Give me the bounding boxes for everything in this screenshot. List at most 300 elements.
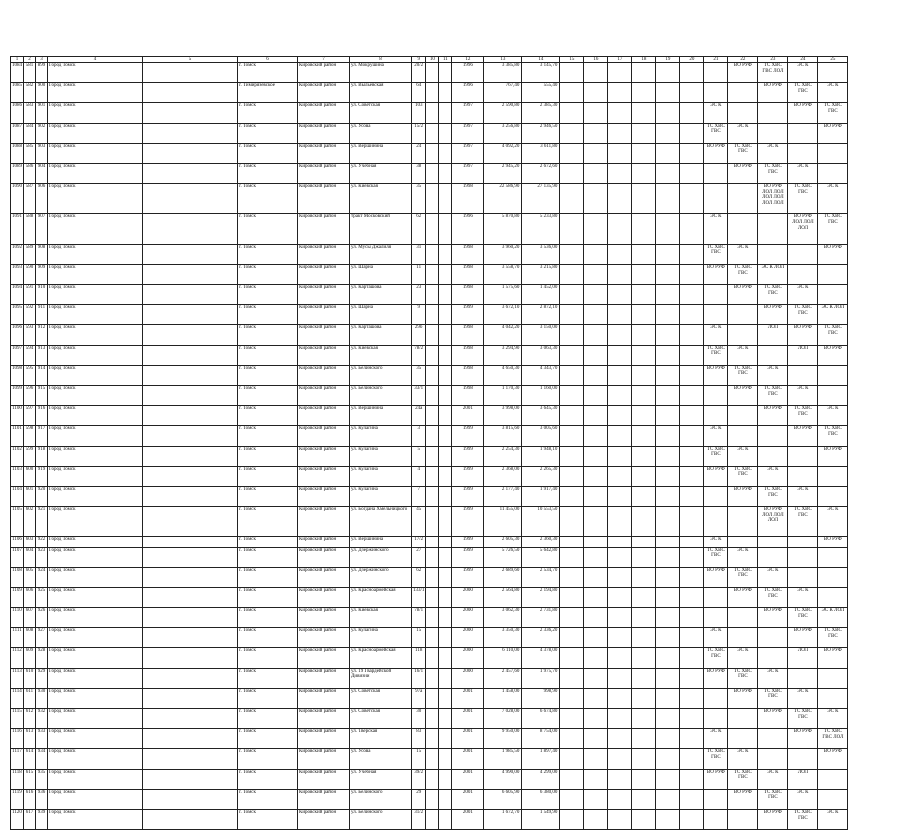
- list-number-cell: 604: [24, 547, 36, 567]
- empty-cell: [632, 426, 656, 446]
- street-cell: ул. Советская: [350, 688, 412, 708]
- table-row: [11, 123, 848, 143]
- works-cell: ТС ХВС ГВС: [788, 809, 818, 829]
- works-cell: [728, 809, 758, 829]
- empty-cell: [143, 83, 238, 103]
- empty-cell: [439, 466, 452, 486]
- empty-cell: [143, 547, 238, 567]
- empty-cell: [656, 386, 680, 406]
- works-cell: [704, 587, 728, 607]
- table-row: [11, 668, 848, 688]
- works-cell: [818, 547, 848, 567]
- empty-cell: [680, 537, 704, 547]
- works-cell: ТС ХВС ГВС: [728, 264, 758, 284]
- municipality-cell: Город Томск: [48, 688, 143, 708]
- row-number-cell: 1115: [11, 709, 24, 729]
- municipality-cell: Город Томск: [48, 769, 143, 789]
- house-number-cell: 31/2: [412, 809, 426, 829]
- year-cell: 2000: [452, 587, 484, 607]
- empty-cell: [560, 123, 584, 143]
- column-number-cell: 11: [439, 57, 452, 63]
- empty-cell: [143, 63, 238, 83]
- house-number-cell: 9: [412, 305, 426, 325]
- street-cell: ул. Белинского: [350, 789, 412, 809]
- year-cell: 1996: [452, 83, 484, 103]
- empty-cell: [680, 446, 704, 466]
- table-row: [11, 688, 848, 708]
- empty-cell: [632, 749, 656, 769]
- works-cell: ЭС К: [788, 587, 818, 607]
- list-number-cell: 582: [24, 83, 36, 103]
- house-number-cell: 133/1: [412, 587, 426, 607]
- row-number-cell: 1087: [11, 123, 24, 143]
- works-cell: ЭС К: [728, 749, 758, 769]
- works-cell: [704, 789, 728, 809]
- empty-cell: [439, 143, 452, 163]
- empty-cell: [439, 809, 452, 829]
- living-area-cell: 6 674,80: [522, 709, 560, 729]
- works-cell: ТС ХВС ГВС: [788, 305, 818, 325]
- table-row: [11, 547, 848, 567]
- year-cell: 1997: [452, 163, 484, 183]
- empty-cell: [584, 63, 608, 83]
- empty-cell: [608, 285, 632, 305]
- district-cell: Кировский район: [298, 608, 350, 628]
- municipality-cell: Город Томск: [48, 567, 143, 587]
- year-cell: 1999: [452, 486, 484, 506]
- empty-cell: [584, 587, 608, 607]
- living-area-cell: 3 063,30: [522, 345, 560, 365]
- year-cell: 1996: [452, 63, 484, 83]
- row-number-cell: 1114: [11, 688, 24, 708]
- list-number-cell: 591: [24, 285, 36, 305]
- row-number-cell: 1105: [11, 507, 24, 537]
- table-row: [11, 567, 848, 587]
- house-number-cell: 35: [412, 184, 426, 214]
- municipality-cell: Город Томск: [48, 264, 143, 284]
- empty-cell: [632, 507, 656, 537]
- year-cell: 1999: [452, 507, 484, 537]
- locality-cell: г. Томск: [238, 305, 298, 325]
- district-cell: Кировский район: [298, 386, 350, 406]
- empty-cell: [560, 769, 584, 789]
- municipality-cell: Город Томск: [48, 729, 143, 749]
- works-cell: ЭС К: [788, 285, 818, 305]
- locality-cell: г. Томск: [238, 123, 298, 143]
- works-cell: [704, 608, 728, 628]
- empty-cell: [426, 567, 439, 587]
- object-id-cell: 909: [36, 264, 48, 284]
- empty-cell: [143, 143, 238, 163]
- row-number-cell: 1107: [11, 547, 24, 567]
- street-cell: ул. Шарна: [350, 305, 412, 325]
- empty-cell: [608, 305, 632, 325]
- column-number-cell: 8: [350, 57, 412, 63]
- year-cell: 1997: [452, 143, 484, 163]
- empty-cell: [426, 769, 439, 789]
- empty-cell: [439, 749, 452, 769]
- municipality-cell: Город Томск: [48, 386, 143, 406]
- empty-cell: [439, 547, 452, 567]
- empty-cell: [560, 537, 584, 547]
- living-area-cell: 2 872,10: [522, 305, 560, 325]
- works-cell: ВО РУФ ЛОЛ ЛОЛ ЛОЛ: [758, 507, 788, 537]
- empty-cell: [632, 809, 656, 829]
- object-id-cell: 908: [36, 244, 48, 264]
- table-row: [11, 809, 848, 829]
- empty-cell: [632, 466, 656, 486]
- works-cell: [788, 143, 818, 163]
- works-cell: ТС ХВС ГВС: [704, 547, 728, 567]
- works-cell: [758, 749, 788, 769]
- total-area-cell: 3 062,30: [484, 608, 522, 628]
- row-number-cell: 1119: [11, 789, 24, 809]
- municipality-cell: Город Томск: [48, 648, 143, 668]
- empty-cell: [584, 426, 608, 446]
- object-id-cell: 934: [36, 749, 48, 769]
- empty-cell: [426, 325, 439, 345]
- column-number-cell: 7: [298, 57, 350, 63]
- works-cell: [788, 537, 818, 547]
- street-cell: ул. Усова: [350, 749, 412, 769]
- empty-cell: [439, 709, 452, 729]
- column-number-cell: 12: [452, 57, 484, 63]
- street-cell: ул. Усова: [350, 123, 412, 143]
- empty-cell: [680, 486, 704, 506]
- year-cell: 1998: [452, 184, 484, 214]
- works-cell: ТС ХВС ГВС: [788, 406, 818, 426]
- empty-cell: [560, 628, 584, 648]
- empty-cell: [632, 628, 656, 648]
- works-cell: ТС ХВС ГВС: [758, 688, 788, 708]
- empty-cell: [143, 426, 238, 446]
- empty-cell: [426, 688, 439, 708]
- municipality-cell: Город Томск: [48, 103, 143, 123]
- district-cell: Кировский район: [298, 466, 350, 486]
- empty-cell: [426, 244, 439, 264]
- works-cell: [758, 123, 788, 143]
- works-cell: [704, 285, 728, 305]
- empty-cell: [608, 184, 632, 214]
- empty-cell: [426, 426, 439, 446]
- empty-cell: [560, 809, 584, 829]
- living-area-cell: 3 645,30: [522, 406, 560, 426]
- house-number-cell: 103: [412, 103, 426, 123]
- locality-cell: г. Томск: [238, 184, 298, 214]
- list-number-cell: 590: [24, 264, 36, 284]
- works-cell: [818, 264, 848, 284]
- empty-cell: [608, 628, 632, 648]
- locality-cell: г. Томск: [238, 749, 298, 769]
- empty-cell: [584, 103, 608, 123]
- street-cell: ул. Красноармейская: [350, 587, 412, 607]
- object-id-cell: 911: [36, 305, 48, 325]
- works-cell: ТС ХВС ГВС: [704, 244, 728, 264]
- row-number-cell: 1117: [11, 749, 24, 769]
- empty-cell: [426, 608, 439, 628]
- empty-cell: [608, 709, 632, 729]
- house-number-cell: 29: [412, 789, 426, 809]
- empty-cell: [143, 648, 238, 668]
- works-cell: ЭС К: [788, 163, 818, 183]
- works-cell: [758, 426, 788, 446]
- works-cell: [728, 426, 758, 446]
- table-row: [11, 466, 848, 486]
- house-number-cell: 27: [412, 547, 426, 567]
- register-sheet: [10, 56, 848, 830]
- empty-cell: [584, 668, 608, 688]
- object-id-cell: 916: [36, 406, 48, 426]
- works-cell: ТС ХВС ГВС: [788, 507, 818, 537]
- municipality-cell: Город Томск: [48, 214, 143, 244]
- living-area-cell: 3 536,00: [522, 244, 560, 264]
- district-cell: Кировский район: [298, 426, 350, 446]
- empty-cell: [143, 587, 238, 607]
- empty-cell: [143, 608, 238, 628]
- locality-cell: г. Томск: [238, 143, 298, 163]
- total-area-cell: 2 945,20: [484, 163, 522, 183]
- column-number-cell: 22: [728, 57, 758, 63]
- empty-cell: [143, 809, 238, 829]
- empty-cell: [584, 123, 608, 143]
- empty-cell: [143, 466, 238, 486]
- works-cell: [818, 486, 848, 506]
- street-cell: ул. Вершинина: [350, 537, 412, 547]
- empty-cell: [426, 123, 439, 143]
- table-row: [11, 305, 848, 325]
- empty-cell: [584, 507, 608, 537]
- empty-cell: [426, 163, 439, 183]
- works-cell: ТС ХВС ГВС ЛОЛ: [818, 729, 848, 749]
- works-cell: [728, 537, 758, 547]
- object-id-cell: 918: [36, 446, 48, 466]
- list-number-cell: 612: [24, 709, 36, 729]
- empty-cell: [584, 163, 608, 183]
- object-id-cell: 926: [36, 608, 48, 628]
- district-cell: Кировский район: [298, 123, 350, 143]
- empty-cell: [426, 285, 439, 305]
- row-number-cell: 1086: [11, 103, 24, 123]
- empty-cell: [632, 547, 656, 567]
- empty-cell: [680, 567, 704, 587]
- empty-cell: [632, 184, 656, 214]
- empty-cell: [632, 244, 656, 264]
- row-number-cell: 1093: [11, 264, 24, 284]
- row-number-cell: 1116: [11, 729, 24, 749]
- locality-cell: г. Томск: [238, 163, 298, 183]
- table-row: [11, 789, 848, 809]
- house-number-cell: 62: [412, 214, 426, 244]
- empty-cell: [608, 729, 632, 749]
- locality-cell: г. Томск: [238, 103, 298, 123]
- empty-cell: [608, 486, 632, 506]
- row-number-cell: 1104: [11, 486, 24, 506]
- column-number-cell: 15: [560, 57, 584, 63]
- district-cell: Кировский район: [298, 446, 350, 466]
- table-row: [11, 244, 848, 264]
- empty-cell: [632, 83, 656, 103]
- works-cell: [788, 466, 818, 486]
- empty-cell: [426, 537, 439, 547]
- empty-cell: [584, 769, 608, 789]
- column-number-cell: 3: [36, 57, 48, 63]
- house-number-cell: 29б: [412, 325, 426, 345]
- empty-cell: [680, 406, 704, 426]
- empty-cell: [632, 143, 656, 163]
- works-cell: ВО РУФ: [788, 426, 818, 446]
- empty-cell: [680, 769, 704, 789]
- empty-cell: [560, 103, 584, 123]
- empty-cell: [143, 305, 238, 325]
- empty-cell: [632, 123, 656, 143]
- empty-cell: [584, 648, 608, 668]
- street-cell: ул. Киевская: [350, 184, 412, 214]
- empty-cell: [560, 143, 584, 163]
- year-cell: 1998: [452, 345, 484, 365]
- works-cell: [818, 163, 848, 183]
- empty-cell: [439, 345, 452, 365]
- locality-cell: г. Томск: [238, 668, 298, 688]
- district-cell: Кировский район: [298, 406, 350, 426]
- living-area-cell: 2 672,60: [522, 163, 560, 183]
- district-cell: Кировский район: [298, 688, 350, 708]
- empty-cell: [560, 709, 584, 729]
- list-number-cell: 584: [24, 123, 36, 143]
- register-table: [10, 56, 848, 830]
- works-cell: [818, 143, 848, 163]
- locality-cell: г. Томск: [238, 547, 298, 567]
- living-area-cell: 1 549,90: [522, 809, 560, 829]
- works-cell: ВО РУФ: [728, 285, 758, 305]
- street-cell: ул. Кулагина: [350, 486, 412, 506]
- empty-cell: [584, 709, 608, 729]
- works-cell: ЭС К: [728, 648, 758, 668]
- table-row: [11, 103, 848, 123]
- empty-cell: [426, 547, 439, 567]
- list-number-cell: 597: [24, 406, 36, 426]
- table-row: [11, 406, 848, 426]
- district-cell: Кировский район: [298, 709, 350, 729]
- works-cell: ЭС К: [704, 103, 728, 123]
- works-cell: ВО РУФ: [704, 567, 728, 587]
- works-cell: ЭС К ЛОЛ: [818, 608, 848, 628]
- empty-cell: [608, 466, 632, 486]
- empty-cell: [439, 163, 452, 183]
- year-cell: 1999: [452, 446, 484, 466]
- empty-cell: [143, 729, 238, 749]
- living-area-cell: 555,40: [522, 83, 560, 103]
- street-cell: ул. 19 Гвардейской Дивизии: [350, 668, 412, 688]
- works-cell: ТС ХВС ГВС: [758, 285, 788, 305]
- works-cell: [788, 749, 818, 769]
- street-cell: ул. Белинского: [350, 365, 412, 385]
- municipality-cell: Город Томск: [48, 184, 143, 214]
- empty-cell: [143, 486, 238, 506]
- municipality-cell: Город Томск: [48, 123, 143, 143]
- object-id-cell: 921: [36, 507, 48, 537]
- works-cell: ВО РУФ: [758, 709, 788, 729]
- total-area-cell: 3 998,00: [484, 406, 522, 426]
- empty-cell: [143, 244, 238, 264]
- works-cell: ЛОЛ: [788, 345, 818, 365]
- row-number-cell: 1085: [11, 83, 24, 103]
- locality-cell: г. Томск: [238, 537, 298, 547]
- object-id-cell: 933: [36, 729, 48, 749]
- empty-cell: [608, 507, 632, 537]
- district-cell: Кировский район: [298, 244, 350, 264]
- total-area-cell: 3 350,30: [484, 628, 522, 648]
- municipality-cell: Город Томск: [48, 789, 143, 809]
- column-number-cell: 21: [704, 57, 728, 63]
- street-cell: ул. Вершинина: [350, 143, 412, 163]
- works-cell: ВО РУФ: [728, 63, 758, 83]
- empty-cell: [656, 446, 680, 466]
- object-id-cell: 912: [36, 325, 48, 345]
- empty-cell: [584, 143, 608, 163]
- empty-cell: [608, 406, 632, 426]
- object-id-cell: 922: [36, 537, 48, 547]
- empty-cell: [656, 264, 680, 284]
- works-cell: [758, 446, 788, 466]
- empty-cell: [143, 214, 238, 244]
- empty-cell: [143, 567, 238, 587]
- works-cell: ВО РУФ: [788, 103, 818, 123]
- total-area-cell: 6 110,00: [484, 648, 522, 668]
- works-cell: ЭС К: [818, 507, 848, 537]
- empty-cell: [426, 668, 439, 688]
- empty-cell: [584, 386, 608, 406]
- column-number-cell: 2: [24, 57, 36, 63]
- locality-cell: г. Томск: [238, 446, 298, 466]
- works-cell: [728, 184, 758, 214]
- empty-cell: [656, 325, 680, 345]
- empty-cell: [632, 729, 656, 749]
- works-cell: ЭС К: [758, 668, 788, 688]
- column-number-cell: 23: [758, 57, 788, 63]
- total-area-cell: 1 575,60: [484, 285, 522, 305]
- empty-cell: [680, 103, 704, 123]
- works-cell: [818, 789, 848, 809]
- works-cell: [788, 365, 818, 385]
- table-row: [11, 83, 848, 103]
- living-area-cell: 2 946,50: [522, 123, 560, 143]
- empty-cell: [608, 386, 632, 406]
- works-cell: [818, 567, 848, 587]
- empty-cell: [439, 184, 452, 214]
- works-cell: [758, 103, 788, 123]
- table-row: [11, 709, 848, 729]
- empty-cell: [608, 668, 632, 688]
- table-row: [11, 365, 848, 385]
- living-area-cell: 3 215,80: [522, 264, 560, 284]
- empty-cell: [143, 446, 238, 466]
- municipality-cell: Город Томск: [48, 285, 143, 305]
- object-id-cell: 924: [36, 567, 48, 587]
- year-cell: 1999: [452, 537, 484, 547]
- locality-cell: г. Томск: [238, 264, 298, 284]
- works-cell: ВО РУФ: [818, 446, 848, 466]
- empty-cell: [426, 345, 439, 365]
- empty-cell: [560, 83, 584, 103]
- municipality-cell: Город Томск: [48, 587, 143, 607]
- works-cell: ТС ХВС ГВС: [788, 83, 818, 103]
- empty-cell: [426, 466, 439, 486]
- empty-cell: [584, 345, 608, 365]
- works-cell: ТС ХВС ГВС: [818, 325, 848, 345]
- works-cell: ЭС К: [704, 325, 728, 345]
- living-area-cell: 1 948,10: [522, 446, 560, 466]
- total-area-cell: 2 368,00: [484, 466, 522, 486]
